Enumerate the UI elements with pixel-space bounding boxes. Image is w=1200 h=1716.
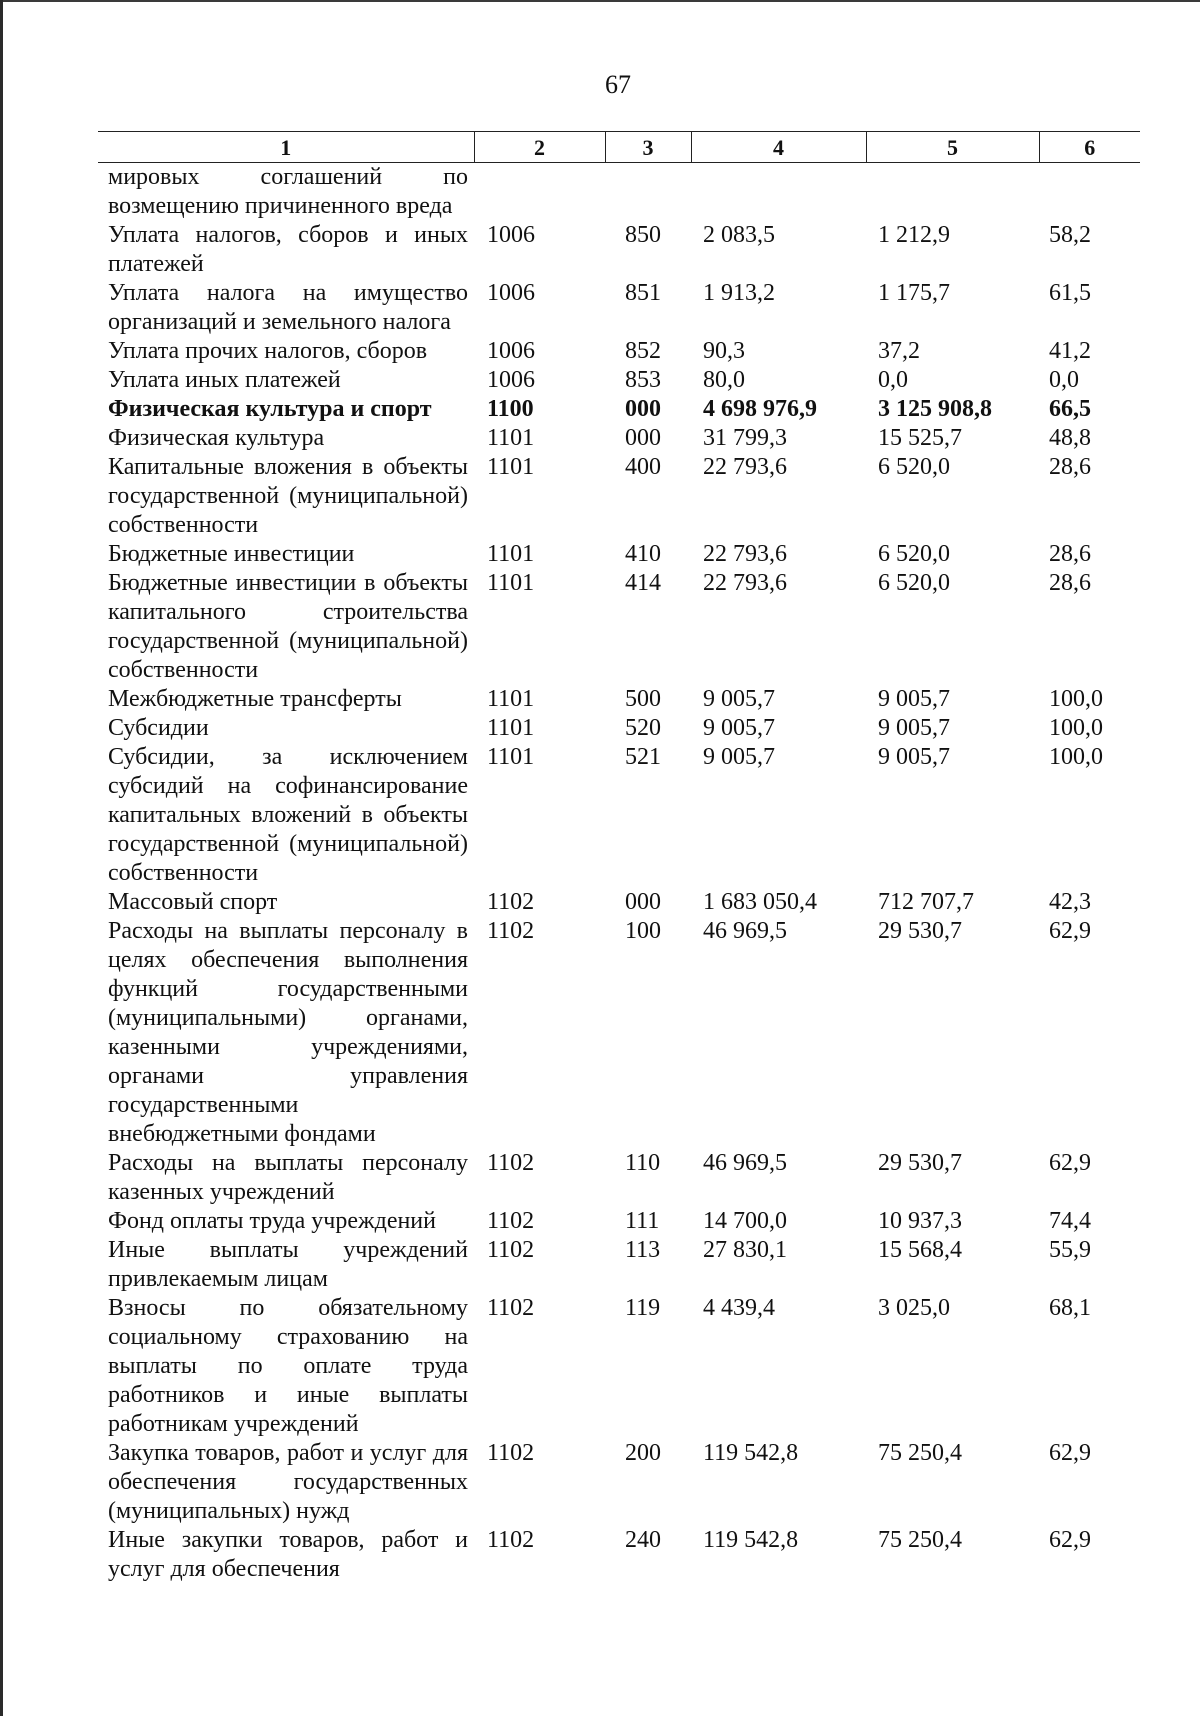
row-planned-amount: 46 969,5 <box>703 918 787 944</box>
row-section-code: 1101 <box>487 686 535 712</box>
table-row <box>98 424 1140 453</box>
table-row <box>98 714 1140 743</box>
row-expense-code: 240 <box>625 1527 661 1553</box>
row-name: Расходы на выплаты персоналу в целях обеспечения выполнения функций государственными (муниципальными) органами, казенными учреждениями, органами управления государственными внебюджетными фондами <box>108 918 468 1147</box>
row-expense-code: 000 <box>625 889 661 915</box>
table-row <box>98 888 1140 917</box>
row-planned-amount: 46 969,5 <box>703 1150 787 1176</box>
row-actual-amount: 1 212,9 <box>878 222 950 248</box>
row-percent: 58,2 <box>1049 222 1091 248</box>
row-expense-code: 111 <box>625 1208 660 1234</box>
table-row <box>98 453 1140 540</box>
row-expense-code: 113 <box>625 1237 661 1263</box>
row-actual-amount: 29 530,7 <box>878 1150 962 1176</box>
table-row <box>98 1439 1140 1526</box>
row-name: Уплата прочих налогов, сборов <box>108 338 428 364</box>
row-section-code: 1102 <box>487 1440 535 1466</box>
row-actual-amount: 75 250,4 <box>878 1440 962 1466</box>
row-planned-amount: 1 683 050,4 <box>703 889 817 915</box>
header-col-5: 5 <box>866 132 1039 163</box>
row-expense-code <box>605 163 691 222</box>
table-body <box>98 163 1140 1585</box>
row-percent: 74,4 <box>1049 1208 1091 1234</box>
row-actual-amount: 3 025,0 <box>878 1295 950 1321</box>
row-expense-code: 100 <box>625 918 661 944</box>
header-row <box>98 132 1140 163</box>
row-section-code: 1102 <box>487 1208 535 1234</box>
row-actual-amount: 6 520,0 <box>878 541 950 567</box>
row-name: Субсидии, за исключением субсидий на софинансирование капитальных вложений в объекты государственной (муниципальной) собственности <box>108 744 468 886</box>
row-expense-code: 110 <box>625 1150 661 1176</box>
row-name: Уплата налогов, сборов и иных платежей <box>108 222 468 277</box>
table-row <box>98 1207 1140 1236</box>
row-expense-code: 520 <box>625 715 661 741</box>
row-expense-code: 200 <box>625 1440 661 1466</box>
row-expense-code: 410 <box>625 541 661 567</box>
row-planned-amount: 22 793,6 <box>703 541 787 567</box>
row-name: Иные закупки товаров, работ и услуг для обеспечения <box>108 1527 468 1582</box>
row-actual-amount <box>866 163 1039 222</box>
row-expense-code: 521 <box>625 744 661 770</box>
table-row <box>98 221 1140 279</box>
row-name: мировых соглашений по возмещению причиненного вреда <box>108 164 468 219</box>
row-percent: 61,5 <box>1049 280 1091 306</box>
row-section-code: 1102 <box>487 1237 535 1263</box>
table-row <box>98 917 1140 1149</box>
row-percent <box>1039 163 1140 222</box>
row-section-code: 1102 <box>487 1527 535 1553</box>
row-planned-amount: 119 542,8 <box>703 1527 799 1553</box>
header-col-2: 2 <box>474 132 605 163</box>
table-row <box>98 1526 1140 1584</box>
row-name: Взносы по обязательному социальному страхованию на выплаты по оплате труда работников и иные выплаты работникам учреждений <box>108 1295 468 1437</box>
row-actual-amount: 9 005,7 <box>878 715 950 741</box>
row-actual-amount: 712 707,7 <box>878 889 974 915</box>
table-row <box>98 1149 1140 1207</box>
row-name: Закупка товаров, работ и услуг для обеспечения государственных (муниципальных) нужд <box>108 1440 468 1524</box>
row-planned-amount: 119 542,8 <box>703 1440 799 1466</box>
row-actual-amount: 15 525,7 <box>878 425 962 451</box>
table-row <box>98 1294 1140 1439</box>
row-expense-code: 119 <box>625 1295 661 1321</box>
row-percent: 68,1 <box>1049 1295 1091 1321</box>
row-percent: 48,8 <box>1049 425 1091 451</box>
row-actual-amount: 10 937,3 <box>878 1208 962 1234</box>
row-actual-amount: 6 520,0 <box>878 454 950 480</box>
row-expense-code: 414 <box>625 570 661 596</box>
table-row <box>98 569 1140 685</box>
row-planned-amount: 1 913,2 <box>703 280 775 306</box>
table-row <box>98 540 1140 569</box>
row-actual-amount: 6 520,0 <box>878 570 950 596</box>
row-planned-amount: 31 799,3 <box>703 425 787 451</box>
row-percent: 62,9 <box>1049 1150 1091 1176</box>
row-section-code: 1101 <box>487 570 535 596</box>
row-section-code: 1006 <box>487 222 535 248</box>
row-percent: 100,0 <box>1049 686 1103 712</box>
row-expense-code: 850 <box>625 222 661 248</box>
row-name: Бюджетные инвестиции <box>108 541 355 567</box>
row-section-code: 1102 <box>487 889 535 915</box>
row-planned-amount: 80,0 <box>703 367 745 393</box>
row-actual-amount: 37,2 <box>878 338 920 364</box>
row-expense-code: 853 <box>625 367 661 393</box>
row-planned-amount: 9 005,7 <box>703 715 775 741</box>
table-row <box>98 337 1140 366</box>
table-row <box>98 279 1140 337</box>
row-name: Массовый спорт <box>108 889 278 915</box>
row-planned-amount: 27 830,1 <box>703 1237 787 1263</box>
row-name: Расходы на выплаты персоналу казенных учреждений <box>108 1150 468 1205</box>
row-percent: 28,6 <box>1049 454 1091 480</box>
row-name: Фонд оплаты труда учреждений <box>108 1208 436 1234</box>
row-percent: 55,9 <box>1049 1237 1091 1263</box>
row-planned-amount: 22 793,6 <box>703 570 787 596</box>
row-section-code: 1101 <box>487 715 535 741</box>
row-planned-amount: 90,3 <box>703 338 745 364</box>
table-header <box>98 132 1140 163</box>
row-planned-amount: 14 700,0 <box>703 1208 787 1234</box>
row-percent: 0,0 <box>1049 367 1079 393</box>
row-expense-code: 500 <box>625 686 661 712</box>
row-planned-amount: 4 439,4 <box>703 1295 775 1321</box>
row-name: Бюджетные инвестиции в объекты капитального строительства государственной (муниципальной) собственности <box>108 570 468 683</box>
row-percent: 41,2 <box>1049 338 1091 364</box>
row-actual-amount: 1 175,7 <box>878 280 950 306</box>
header-col-4: 4 <box>691 132 866 163</box>
row-percent: 62,9 <box>1049 1527 1091 1553</box>
row-name: Субсидии <box>108 715 209 741</box>
row-planned-amount: 2 083,5 <box>703 222 775 248</box>
row-percent: 100,0 <box>1049 715 1103 741</box>
row-expense-code: 851 <box>625 280 661 306</box>
row-planned-amount: 9 005,7 <box>703 686 775 712</box>
table-row <box>98 395 1140 424</box>
header-col-1: 1 <box>98 132 474 163</box>
page-number: 67 <box>605 70 631 99</box>
row-section-code <box>474 163 605 222</box>
row-section-code: 1102 <box>487 918 535 944</box>
row-name: Иные выплаты учреждений привлекаемым лицам <box>108 1237 468 1292</box>
row-percent: 62,9 <box>1049 918 1091 944</box>
row-actual-amount: 9 005,7 <box>878 686 950 712</box>
table-row <box>98 163 1140 222</box>
scan-edge-top <box>0 0 1200 2</box>
row-section-code: 1101 <box>487 744 535 770</box>
row-section-code: 1006 <box>487 367 535 393</box>
row-section-code: 1100 <box>487 396 534 422</box>
row-planned-amount: 4 698 976,9 <box>703 396 817 422</box>
row-actual-amount: 0,0 <box>878 367 908 393</box>
row-percent: 100,0 <box>1049 744 1103 770</box>
row-planned-amount: 9 005,7 <box>703 744 775 770</box>
row-expense-code: 400 <box>625 454 661 480</box>
row-expense-code: 000 <box>625 396 661 422</box>
budget-table <box>98 131 1140 1584</box>
row-expense-code: 852 <box>625 338 661 364</box>
row-section-code: 1006 <box>487 280 535 306</box>
table-row <box>98 743 1140 888</box>
table-row <box>98 366 1140 395</box>
row-percent: 62,9 <box>1049 1440 1091 1466</box>
row-planned-amount <box>691 163 866 222</box>
row-section-code: 1102 <box>487 1295 535 1321</box>
row-actual-amount: 29 530,7 <box>878 918 962 944</box>
row-percent: 66,5 <box>1049 396 1091 422</box>
row-expense-code: 000 <box>625 425 661 451</box>
row-percent: 28,6 <box>1049 541 1091 567</box>
row-name: Уплата иных платежей <box>108 367 341 393</box>
row-section-code: 1006 <box>487 338 535 364</box>
row-planned-amount: 22 793,6 <box>703 454 787 480</box>
row-section-code: 1102 <box>487 1150 535 1176</box>
row-name: Межбюджетные трансферты <box>108 686 402 712</box>
row-percent: 42,3 <box>1049 889 1091 915</box>
header-col-3: 3 <box>605 132 691 163</box>
row-section-code: 1101 <box>487 425 535 451</box>
row-actual-amount: 75 250,4 <box>878 1527 962 1553</box>
row-name: Физическая культура <box>108 425 325 451</box>
row-section-code: 1101 <box>487 454 535 480</box>
row-name: Уплата налога на имущество организаций и земельного налога <box>108 280 468 335</box>
row-section-code: 1101 <box>487 541 535 567</box>
row-name: Капитальные вложения в объекты государственной (муниципальной) собственности <box>108 454 468 538</box>
table-row <box>98 685 1140 714</box>
row-name: Физическая культура и спорт <box>108 396 432 422</box>
table-row <box>98 1236 1140 1294</box>
row-actual-amount: 9 005,7 <box>878 744 950 770</box>
row-percent: 28,6 <box>1049 570 1091 596</box>
scan-edge-left <box>0 0 3 1716</box>
row-actual-amount: 15 568,4 <box>878 1237 962 1263</box>
header-col-6: 6 <box>1039 132 1140 163</box>
row-actual-amount: 3 125 908,8 <box>878 396 992 422</box>
